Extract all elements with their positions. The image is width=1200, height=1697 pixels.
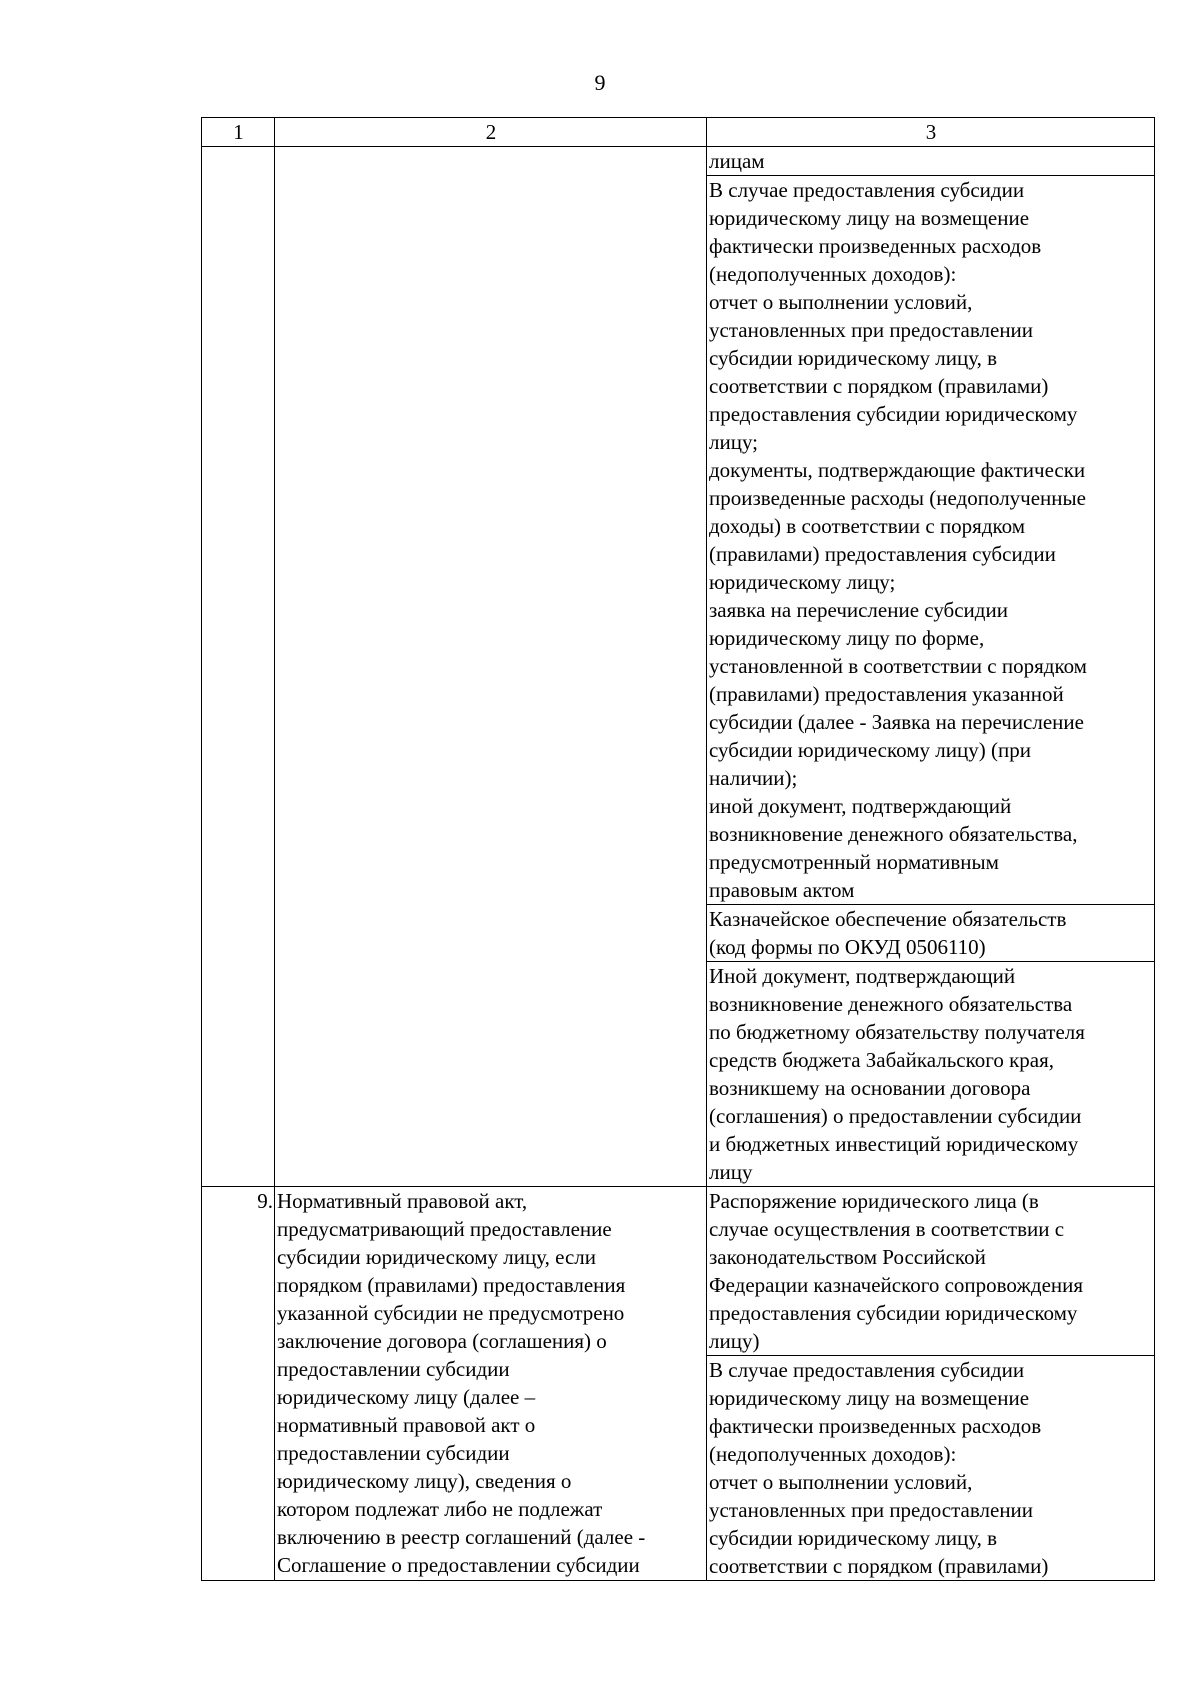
row8-number-cell: [202, 147, 275, 1187]
row9-document-cell-2: В случае предоставления субсидии юридическому лицу на возмещение фактически произведенных расходов (недополученных доходов): отчет о выполнении условий, установленных при предоставлении субсидии юридическому лицу, в соответствии с порядком (правилами): [707, 1356, 1155, 1581]
row8-description-cell: [275, 147, 707, 1187]
header-col-3: 3: [707, 118, 1155, 147]
table-header-row: [202, 118, 1155, 147]
header-col-1: 1: [202, 118, 275, 147]
table-row-8-continued: [202, 147, 1155, 176]
row9-document-cell-1: Распоряжение юридического лица (в случае осуществления в соответствии с законодательством Российской Федерации казначейского сопровождения предоставления субсидии юридическому лицу): [707, 1187, 1155, 1356]
row8-document-cell-1: лицам: [707, 147, 1155, 176]
row8-document-cell-3: Казначейское обеспечение обязательств (код формы по ОКУД 0506110): [707, 905, 1155, 962]
row9-number-cell: 9.: [202, 1187, 275, 1581]
row8-document-cell-2: В случае предоставления субсидии юридическому лицу на возмещение фактически произведенных расходов (недополученных доходов): отчет о выполнении условий, установленных при предоставлении субсидии юридическому лицу, в соответствии с порядком (правилами) предоставления субсидии юридическому лицу; документы, подтверждающие фактически произведенные расходы (недополученные доходы) в соответствии с порядком (правилами) предоставления субсидии юридическому лицу; заявка на перечисление субсидии юридическому лицу по форме, установленной в соответствии с порядком (правилами) предоставления указанной субсидии (далее - Заявка на перечисление субсидии юридическому лицу) (при наличии); иной документ, подтверждающий возникновение денежного обязательства, предусмотренный нормативным правовым актом: [707, 176, 1155, 905]
row8-document-cell-4: Иной документ, подтверждающий возникновение денежного обязательства по бюджетному обязательству получателя средств бюджета Забайкальского края, возникшему на основании договора (соглашения) о предоставлении субсидии и бюджетных инвестиций юридическому лицу: [707, 962, 1155, 1187]
header-col-2: 2: [275, 118, 707, 147]
table-row-9: [202, 1187, 1155, 1356]
row9-description-cell: Нормативный правовой акт, предусматривающий предоставление субсидии юридическому лицу, если порядком (правилами) предоставления указанной субсидии не предусмотрено заключение договора (соглашения) о предоставлении субсидии юридическому лицу (далее – нормативный правовой акт о предоставлении субсидии юридическому лицу), сведения о котором подлежат либо не подлежат включению в реестр соглашений (далее - Соглашение о предоставлении субсидии: [275, 1187, 707, 1581]
document-table: [201, 117, 1155, 1581]
page-number: 9: [594, 70, 606, 95]
